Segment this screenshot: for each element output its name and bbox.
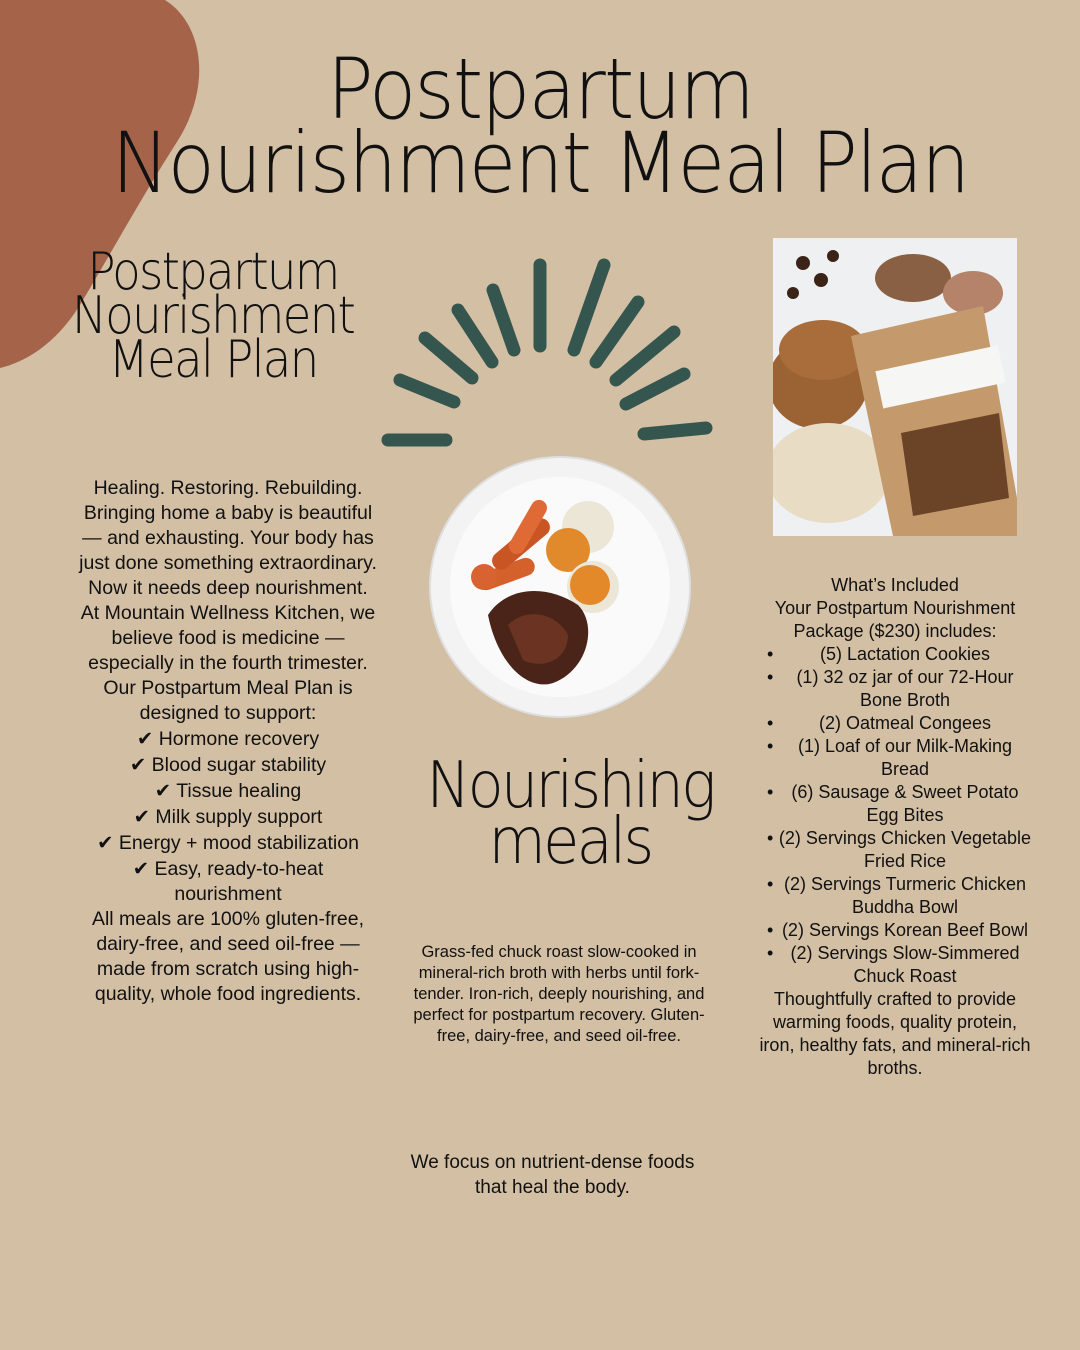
title-line-2: Nourishment Meal Plan <box>111 114 969 212</box>
list-item: • (1) 32 oz jar of our 72-Hour Bone Broth <box>755 666 1035 712</box>
check-item: ✔ Energy + mood stabilization <box>97 831 359 854</box>
heading-line-2: meals <box>488 805 652 879</box>
check-icon: ✔ <box>97 831 114 854</box>
check-icon: ✔ <box>154 779 172 802</box>
subtitle-line-2: Nourishment <box>71 286 355 346</box>
list-item: • (5) Lactation Cookies <box>755 643 1035 666</box>
check-item: ✔ Hormone recovery <box>136 727 320 750</box>
list-item: • (2) Servings Turmeric Chicken Buddha Bowl <box>755 873 1035 919</box>
tagline: We focus on nutrient-dense foods that heal the body. <box>410 1152 695 1198</box>
check-icon: ✔ <box>129 753 147 776</box>
intro-closing: All meals are 100% gluten-free, dairy-free, and seed oil-free — made from scratch using high-quality, whole food ingredients. <box>91 908 365 1005</box>
subtitle <box>56 242 371 390</box>
package-closing: Thoughtfully crafted to provide warming foods, quality protein, iron, healthy fats, and mineral-rich broths. <box>759 989 1031 1078</box>
check-item: ✔ Easy, ready-to-heat nourishment <box>132 857 324 905</box>
package-items-list <box>755 643 1035 988</box>
meal-description: Grass-fed chuck roast slow-cooked in mineral-rich broth with herbs until fork-tender. Iron-rich, deeply nourishing, and perfect for postpartum recovery. Gluten-free, dairy-free, and seed oil-free. <box>413 943 705 1045</box>
check-item: ✔ Milk supply support <box>133 805 323 828</box>
lactation-cookies-image <box>773 238 1017 536</box>
check-icon: ✔ <box>132 857 150 880</box>
list-item: • (6) Sausage & Sweet Potato Egg Bites <box>755 781 1035 827</box>
check-item: ✔ Blood sugar stability <box>129 753 327 776</box>
title-line-1: Postpartum <box>326 40 754 138</box>
list-item: • (2) Servings Korean Beef Bowl <box>755 919 1035 942</box>
subtitle-line-3: Meal Plan <box>108 330 318 390</box>
check-icon: ✔ <box>133 805 150 828</box>
package-intro: Your Postpartum Nourishment Package ($230) includes: <box>774 598 1016 641</box>
chuck-roast-plate-image <box>428 455 693 720</box>
sunburst-graphic <box>380 250 720 450</box>
package-details <box>755 574 1035 1080</box>
intro-line-1: Healing. Restoring. Rebuilding. <box>93 477 363 499</box>
nourishing-meals-heading <box>409 749 731 879</box>
check-icon: ✔ <box>136 727 154 750</box>
heading-line-1: Nourishing <box>426 749 714 823</box>
list-item: • (2) Servings Chicken Vegetable Fried Rice <box>755 827 1035 873</box>
intro-text <box>78 476 378 1007</box>
subtitle-line-1: Postpartum <box>87 242 339 302</box>
list-item: • (2) Oatmeal Congees <box>755 712 1035 735</box>
check-item: ✔ Tissue healing <box>154 779 302 802</box>
page-title <box>80 40 1000 212</box>
list-item: • (1) Loaf of our Milk-Making Bread <box>755 735 1035 781</box>
intro-line-2: Bringing home a baby is beautiful — and exhausting. Your body has just done something extraordinary. Now it needs deep nourishment. <box>79 502 377 599</box>
list-item: • (2) Servings Slow-Simmered Chuck Roast <box>755 942 1035 988</box>
package-heading: What’s Included <box>831 575 959 595</box>
intro-line-3: At Mountain Wellness Kitchen, we believe food is medicine — especially in the fourth trimester. Our Postpartum Meal Plan is designed to support: <box>80 602 376 724</box>
